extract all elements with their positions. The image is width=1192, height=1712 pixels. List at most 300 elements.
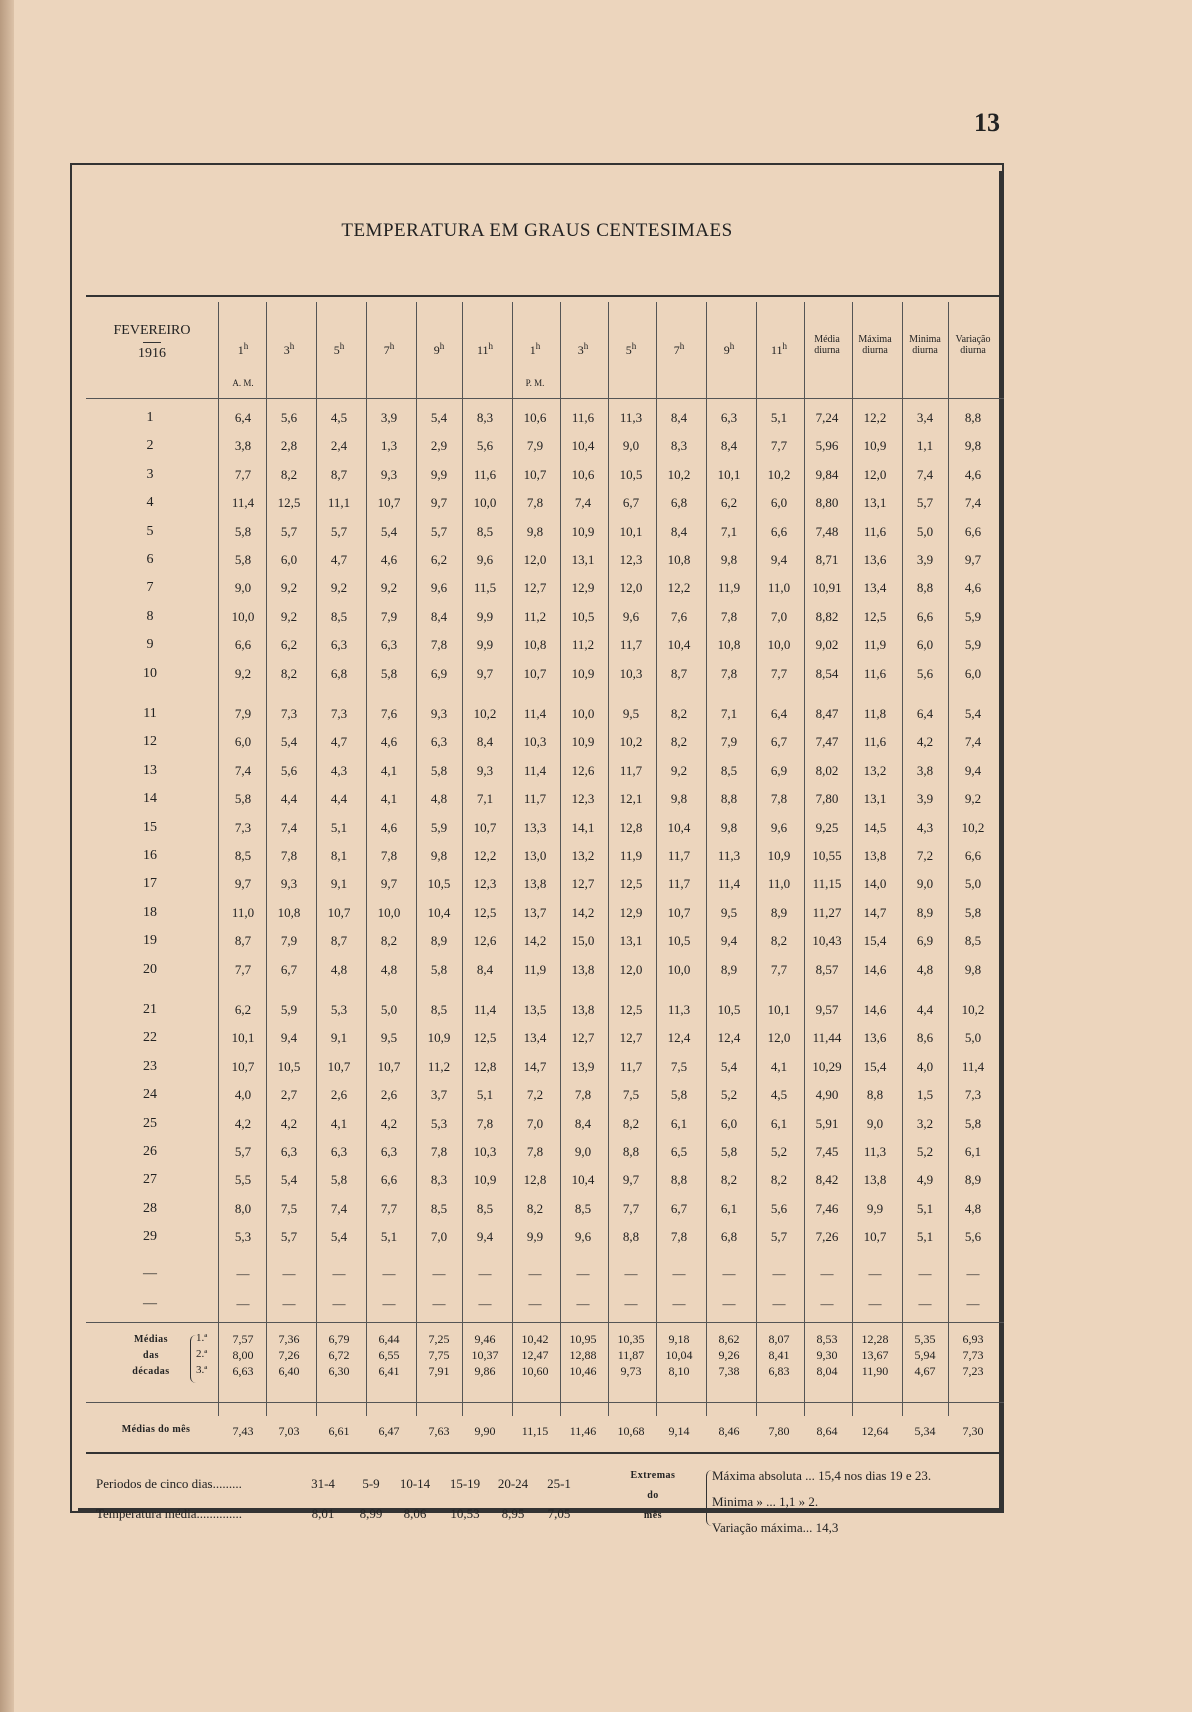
temperature-cell: 10,29 [812,1059,842,1074]
temperature-cell: 10,1 [231,1030,255,1045]
temperature-cell: 2,8 [280,438,298,453]
temperature-cell: 11,0 [231,905,255,920]
decade-average-cell: 8,07 [768,1332,790,1346]
temperature-cell: 7,0 [430,1229,448,1244]
decade-average-cell: 8,04 [816,1364,838,1378]
decade-label-2: das [143,1350,159,1361]
decade-average-cell: 11,87 [617,1348,645,1362]
table-row [0,1081,1192,1109]
table-row [0,1166,1192,1194]
table-row [0,1138,1192,1166]
temperature-cell: 6,6 [234,637,252,652]
dash-cell: — [282,1266,296,1281]
temperature-cell: 14,2 [523,933,547,948]
column-hour-suffix: h [488,341,494,351]
column-hour-suffix: h [289,341,295,351]
temperature-cell: 7,8 [430,637,448,652]
temperature-cell: 9,25 [815,820,839,835]
decade-average-cell: 6,83 [768,1364,790,1378]
dash-cell: — [478,1266,492,1281]
temperature-cell: 8,82 [815,609,839,624]
temperature-cell: 6,4 [770,706,788,721]
temperature-cell: 4,0 [916,1059,934,1074]
temperature-cell: 11,4 [523,763,547,778]
column-hour-suffix: h [729,341,735,351]
temperature-cell: 4,4 [330,791,348,806]
temperature-cell: 4,1 [330,1116,348,1131]
temperature-cell: 13,8 [863,848,887,863]
temperature-cell: 8,8 [916,580,934,595]
temperature-cell: 10,9 [427,1030,451,1045]
column-hour: 9 [433,343,440,357]
decade-index: 1.ª [196,1332,208,1344]
temperature-cell: 12,9 [619,905,643,920]
header-rule [86,398,1004,399]
temperature-cell: 2,7 [280,1087,298,1102]
temperature-cell: 5,1 [330,820,348,835]
period-range: 31-4 [311,1476,335,1491]
temperature-cell: 13,7 [523,905,547,920]
temperature-cell: 5,4 [280,734,298,749]
day-number: 16 [143,848,157,863]
temperature-cell: 9,7 [380,876,398,891]
temperature-cell: 5,4 [380,524,398,539]
column-header [220,340,266,390]
column-hour-suffix: h [583,341,589,351]
column-hour-suffix: h [389,341,395,351]
decade-average-cell: 6,93 [962,1332,984,1346]
temperature-cell: 8,2 [622,1116,640,1131]
table-title: TEMPERATURA EM GRAUS CENTESIMAES [341,220,733,241]
day-number: 3 [146,467,154,482]
temperature-cell: 8,2 [280,467,298,482]
temperature-cell: 5,7 [430,524,448,539]
month-average-cell: 10,68 [617,1424,645,1438]
table-row [0,785,1192,813]
dash-cell: — [772,1266,786,1281]
temperature-cell: 6,7 [770,734,788,749]
day-number: 1 [146,410,154,425]
month-average-label: Médias do mês [121,1424,191,1435]
dash-cell: — [236,1296,250,1311]
month-average-cell: 6,47 [378,1424,400,1438]
temperature-cell: 8,3 [476,410,494,425]
temperature-cell: 6,2 [430,552,448,567]
temperature-cell: 12,7 [571,1030,595,1045]
decade-average-cell: 7,73 [962,1348,984,1362]
temperature-cell: 5,8 [670,1087,688,1102]
temperature-cell: 13,4 [523,1030,547,1045]
table-row [0,1024,1192,1052]
temperature-cell: 13,1 [863,495,887,510]
temperature-cell: 12,8 [523,1172,547,1187]
periods-label: Periodos de cinco dias......... [96,1476,242,1491]
temperature-cell: 7,1 [476,791,494,806]
temperature-cell: 5,7 [280,524,298,539]
temperature-cell: 8,3 [430,1172,448,1187]
averages-top-rule [86,1322,1004,1323]
table-row [0,489,1192,517]
temperature-cell: 7,9 [234,706,252,721]
decade-average-cell: 12,28 [861,1332,889,1346]
temperature-cell: 7,8 [380,848,398,863]
temperature-cell: 9,4 [280,1030,298,1045]
temperature-cell: 8,42 [815,1172,839,1187]
dash-cell: — [576,1266,590,1281]
temperature-cell: 9,4 [770,552,788,567]
temperature-cell: 10,5 [619,467,643,482]
temperature-cell: 5,6 [964,1229,982,1244]
temperature-cell: 10,7 [473,820,497,835]
temperature-cell: 13,1 [619,933,643,948]
decade-average-cell: 6,44 [378,1332,400,1346]
temperature-cell: 4,1 [770,1059,788,1074]
temperature-cell: 5,9 [430,820,448,835]
temperature-cell: 11,8 [863,706,887,721]
column-header [608,340,654,357]
temperature-cell: 12,2 [863,410,887,425]
column-hour: 5 [625,343,632,357]
temperature-cell: 13,1 [863,791,887,806]
month-average-cell: 7,63 [428,1424,450,1438]
temperature-cell: 11,6 [571,410,595,425]
temperature-cell: 7,6 [380,706,398,721]
decade-average-cell: 6,41 [378,1364,400,1378]
temperature-cell: 10,2 [473,706,497,721]
temperature-cell: 7,80 [815,791,839,806]
page-number: 13 [974,108,1000,137]
temperature-cell: 6,3 [330,1144,348,1159]
temperature-cell: 5,0 [380,1002,398,1017]
temperature-cell: 5,2 [770,1144,788,1159]
temperature-cell: 9,2 [280,580,298,595]
decade-average-cell: 7,23 [962,1364,984,1378]
temperature-cell: 5,6 [770,1201,788,1216]
temperature-cell: 11,2 [427,1059,451,1074]
decade-average-cell: 13,67 [861,1348,889,1362]
decade-average-cell: 6,63 [232,1364,254,1378]
dash-cell: — [722,1266,736,1281]
temperature-cell: 10,0 [767,637,791,652]
day-number: 17 [143,876,157,891]
temperature-cell: 5,1 [916,1229,934,1244]
temperature-cell: 8,4 [430,609,448,624]
temperature-cell: 5,3 [234,1229,252,1244]
temperature-cell: 8,3 [670,438,688,453]
decade-average-cell: 10,04 [665,1348,693,1362]
temperature-cell: 9,6 [770,820,788,835]
temperature-cell: 11,9 [523,962,547,977]
temperature-cell: 8,02 [815,763,839,778]
column-hour-suffix: h [535,341,541,351]
day-number: 24 [143,1087,157,1102]
day-number: 25 [143,1116,157,1131]
temperature-cell: 6,1 [964,1144,982,1159]
day-number: 7 [146,580,154,595]
temperature-cell: 9,8 [964,962,982,977]
temperature-cell: 13,6 [863,1030,887,1045]
temperature-cell: 4,90 [815,1087,839,1102]
temperature-cell: 10,9 [571,734,595,749]
temperature-cell: 9,4 [964,763,982,778]
temperature-cell: 9,4 [476,1229,494,1244]
temperature-cell: 11,7 [523,791,547,806]
temperature-cell: 11,1 [327,495,351,510]
temperature-cell: 10,8 [277,905,301,920]
temperature-cell: 6,8 [720,1229,738,1244]
temperature-cell: 4,2 [280,1116,298,1131]
year-label: 1916 [138,346,166,361]
temperature-cell: 6,6 [916,609,934,624]
temperature-cell: 11,9 [863,637,887,652]
temperature-cell: 8,80 [815,495,839,510]
temperature-cell: 7,24 [815,410,839,425]
temperature-cell: 5,1 [916,1201,934,1216]
temperature-cell: 10,2 [667,467,691,482]
month-average-cell: 6,61 [328,1424,350,1438]
temperature-cell: 6,7 [622,495,640,510]
temperature-cell: 6,7 [280,962,298,977]
temperature-cell: 9,3 [430,706,448,721]
temperature-cell: 12,0 [523,552,547,567]
temperature-cell: 10,7 [667,905,691,920]
temperature-cell: 9,57 [815,1002,839,1017]
temperature-cell: 2,6 [330,1087,348,1102]
temperature-cell: 5,4 [430,410,448,425]
temperature-cell: 7,8 [430,1144,448,1159]
decade-average-cell: 9,46 [474,1332,496,1346]
temperature-cell: 8,4 [476,734,494,749]
temperature-cell: 8,4 [670,410,688,425]
temperature-cell: 12,2 [473,848,497,863]
temperature-cell: 12,4 [667,1030,691,1045]
decade-average-cell: 8,53 [816,1332,838,1346]
temperature-cell: 5,2 [916,1144,934,1159]
temperature-cell: 9,9 [526,1229,544,1244]
decade-average-cell: 7,26 [278,1348,300,1362]
dash-cell: — [820,1296,834,1311]
dash-cell: — [918,1296,932,1311]
temperature-cell: 10,4 [427,905,451,920]
decade-brace [190,1335,199,1383]
column-header [366,340,412,357]
day-number: 29 [143,1229,157,1244]
period-mean-temp: 10,53 [450,1506,480,1521]
temperature-cell: 5,9 [964,637,982,652]
temperature-cell: 12,3 [473,876,497,891]
day-number: 13 [143,763,157,778]
temperature-cell: 9,3 [476,763,494,778]
temperature-cell: 7,8 [574,1087,592,1102]
temperature-cell: 7,9 [380,609,398,624]
temperature-cell: 3,9 [380,410,398,425]
column-hour: 1 [237,343,244,357]
temperature-cell: 14,6 [863,1002,887,1017]
temperature-cell: 6,6 [380,1172,398,1187]
temperature-cell: 12,3 [619,552,643,567]
temperature-cell: 9,7 [964,552,982,567]
temperature-cell: 12,5 [619,876,643,891]
temperature-cell: 10,4 [667,637,691,652]
temperature-cell: 10,7 [327,905,351,920]
temperature-cell: 10,8 [523,637,547,652]
temperature-cell: 5,8 [430,962,448,977]
temperature-cell: 9,2 [280,609,298,624]
temperature-cell: 5,6 [280,763,298,778]
column-header [560,340,606,357]
temperature-cell: 9,84 [815,467,839,482]
temperature-cell: 12,8 [473,1059,497,1074]
temperature-cell: 10,3 [619,666,643,681]
temperature-cell: 11,4 [473,1002,497,1017]
temperature-cell: 8,8 [720,791,738,806]
temperature-cell: 6,6 [964,848,982,863]
temperature-cell: 4,8 [964,1201,982,1216]
temperature-cell: 11,3 [717,848,741,863]
temperature-cell: 6,6 [770,524,788,539]
month-average-cell: 12,64 [861,1424,889,1438]
temperature-cell: 7,7 [234,467,252,482]
temperature-cell: 4,6 [380,820,398,835]
temperature-cell: 12,0 [767,1030,791,1045]
temperature-cell: 13,2 [571,848,595,863]
temperature-cell: 10,55 [812,848,842,863]
temperature-cell: 7,1 [720,524,738,539]
temperature-cell: 2,6 [380,1087,398,1102]
temperature-cell: 12,0 [619,962,643,977]
dash-cell: — [624,1296,638,1311]
temperature-cell: 4,2 [234,1116,252,1131]
temperature-cell: 5,9 [964,609,982,624]
temperature-cell: 6,4 [916,706,934,721]
day-number: 23 [143,1059,157,1074]
decade-average-cell: 10,35 [617,1332,645,1346]
column-header [416,340,462,357]
temperature-cell: 6,2 [720,495,738,510]
month-average-cell: 11,46 [569,1424,597,1438]
temperature-cell: 9,7 [622,1172,640,1187]
day-number: 20 [143,962,157,977]
temperature-cell: 11,0 [767,876,791,891]
temperature-cell: 4,6 [964,467,982,482]
dash-row [0,1290,1192,1318]
temperature-cell: 9,0 [866,1116,884,1131]
temperature-cell: 1,5 [916,1087,934,1102]
temperature-cell: 8,8 [964,410,982,425]
temperature-cell: 5,2 [720,1087,738,1102]
temperature-cell: 10,4 [667,820,691,835]
temperature-cell: 7,3 [234,820,252,835]
temperature-cell: 5,5 [234,1172,252,1187]
temperature-cell: 1,1 [916,438,934,453]
temperature-cell: 10,5 [571,609,595,624]
month-average-cell: 9,90 [474,1424,496,1438]
column-hour: 3 [577,343,584,357]
decade-average-cell: 7,36 [278,1332,300,1346]
temperature-cell: 9,3 [380,467,398,482]
mean-temp-label: Temperatura média.............. [96,1506,243,1521]
temperature-cell: 8,2 [380,933,398,948]
table-row [0,842,1192,870]
column-hour-suffix: h [439,341,445,351]
temperature-cell: 12,6 [571,763,595,778]
table-bottom-rule [86,1452,1004,1454]
temperature-cell: 8,2 [720,1172,738,1187]
temperature-cell: 4,4 [916,1002,934,1017]
temperature-cell: 8,6 [916,1030,934,1045]
temperature-cell: 7,9 [720,734,738,749]
temperature-cell: 12,0 [863,467,887,482]
temperature-cell: 7,7 [770,666,788,681]
temperature-cell: 6,6 [964,524,982,539]
decade-label-1: Médias [133,1334,169,1345]
month-average-cell: 7,43 [232,1424,254,1438]
temperature-cell: 5,8 [964,905,982,920]
temperature-cell: 14,1 [571,820,595,835]
temperature-cell: 11,4 [231,495,255,510]
table-row [0,1053,1192,1081]
temperature-cell: 4,4 [280,791,298,806]
temperature-cell: 5,6 [916,666,934,681]
temperature-cell: 12,9 [571,580,595,595]
dash-cell: — [868,1296,882,1311]
temperature-cell: 13,9 [571,1059,595,1074]
column-period: A. M. [232,378,254,388]
temperature-cell: 7,8 [476,1116,494,1131]
temperature-cell: 10,2 [619,734,643,749]
temperature-cell: 13,4 [863,580,887,595]
temperature-cell: 7,8 [770,791,788,806]
decade-average-cell: 11,90 [861,1364,889,1378]
temperature-cell: 7,4 [234,763,252,778]
column-header [950,334,996,356]
table-row [0,899,1192,927]
temperature-cell: 12,5 [619,1002,643,1017]
temperature-cell: 14,2 [571,905,595,920]
table-row [0,996,1192,1024]
temperature-cell: 10,91 [812,580,842,595]
temperature-cell: 10,7 [523,467,547,482]
temperature-cell: 4,3 [330,763,348,778]
temperature-cell: 10,0 [377,905,401,920]
decade-average-cell: 5,94 [914,1348,936,1362]
temperature-cell: 3,9 [916,552,934,567]
temperature-cell: 10,2 [961,820,985,835]
temperature-cell: 2,9 [430,438,448,453]
month-header [90,322,214,363]
temperature-cell: 9,6 [430,580,448,595]
temperature-cell: 11,3 [863,1144,887,1159]
temperature-cell: 8,7 [330,467,348,482]
temperature-cell: 6,8 [330,666,348,681]
temperature-cell: 5,96 [815,438,839,453]
temperature-cell: 3,8 [234,438,252,453]
temperature-cell: 6,9 [770,763,788,778]
month-average-cell: 5,34 [914,1424,936,1438]
temperature-cell: 4,6 [380,552,398,567]
table-row [0,574,1192,602]
temperature-cell: 12,4 [717,1030,741,1045]
extreme-min: Minima » ... 1,1 » 2. [712,1494,819,1509]
decade-average-cell: 6,72 [328,1348,350,1362]
temperature-cell: 13,8 [523,876,547,891]
temperature-cell: 6,5 [670,1144,688,1159]
temperature-cell: 4,2 [380,1116,398,1131]
temperature-cell: 10,2 [767,467,791,482]
column-hour: 11 [770,343,783,357]
temperature-cell: 8,9 [430,933,448,948]
temperature-cell: 6,3 [380,1144,398,1159]
